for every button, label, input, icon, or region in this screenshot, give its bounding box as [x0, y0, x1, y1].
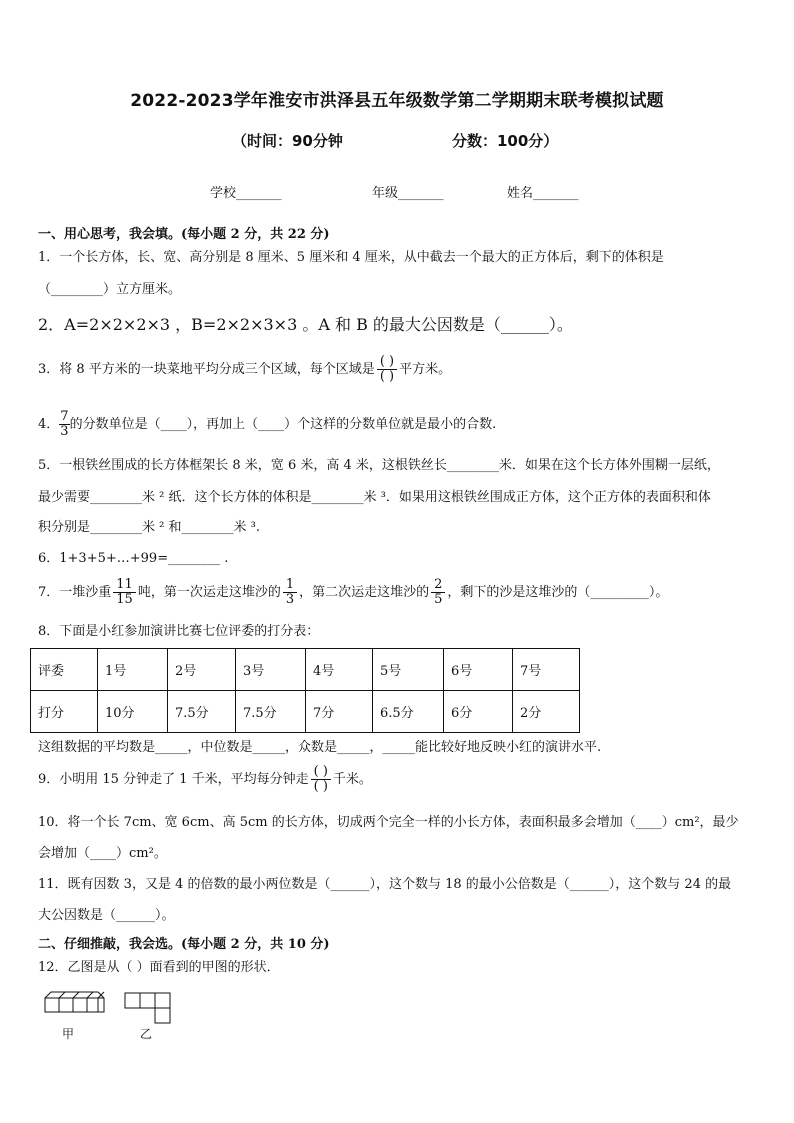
q7-f2-numerator: 1	[283, 578, 297, 593]
figure-b-label: 乙	[140, 1027, 153, 1041]
table-cell: 3号	[236, 649, 306, 691]
q4	[38, 410, 496, 439]
figure-a-cubes	[45, 992, 104, 1012]
q9-fraction	[311, 765, 331, 794]
q3-fraction	[377, 355, 397, 384]
table-cell: 7.5分	[236, 691, 306, 733]
q7-fraction-total	[113, 578, 136, 607]
q4-fraction	[59, 410, 69, 439]
q9-unit: 千米。	[332, 772, 372, 787]
q7-text-mid1: 吨，第一次运走这堆沙的	[137, 585, 281, 600]
table-row	[31, 691, 580, 733]
q9-text: 9．小明用 15 分钟走了 1 千米，平均每分钟走	[38, 772, 309, 787]
table-cell: 2号	[168, 649, 236, 691]
table-cell: 打分	[31, 691, 98, 733]
table-cell: 5号	[373, 649, 444, 691]
table-cell: 1号	[98, 649, 168, 691]
q3-unit: 平方米。	[399, 362, 452, 377]
q7-f3-denominator: 5	[434, 592, 443, 607]
q7-text-mid2: ，第二次运走这堆沙的	[299, 585, 430, 600]
table-cell: 7.5分	[168, 691, 236, 733]
q1-line2: （________）立方厘米。	[38, 282, 182, 297]
section2-title: 二、仔细推敲，我会选。(每小题 2 分，共 10 分)	[38, 937, 330, 952]
q7-text-post: ，剩下的沙是这堆沙的（_________）。	[447, 585, 669, 600]
table-row	[31, 649, 580, 691]
q10-line1: 10．将一个长 7cm、宽 6cm、高 5cm 的长方体，切成两个完全一样的小长方体，表面积最多会增加（____）cm²，最少	[38, 815, 739, 830]
q3-text: 3．将 8 平方米的一块菜地平均分成三个区域，每个区域是	[38, 362, 375, 377]
table-cell: 7分	[306, 691, 373, 733]
q7-f1-numerator: 11	[113, 578, 136, 593]
q5-line1: 5．一根铁丝围成的长方体框架长 8 米，宽 6 米，高 4 米，这根铁丝长________米．如果在这个长方体外围糊一层纸，	[38, 458, 720, 473]
table-cell: 6分	[444, 691, 513, 733]
exam-score: 分数：100分）	[452, 132, 559, 150]
table-cell: 6.5分	[373, 691, 444, 733]
q12: 12．乙图是从（ ）面看到的甲图的形状．	[38, 960, 280, 975]
q11-line2: 大公因数是（______）。	[38, 908, 175, 923]
q3-denominator: ( )	[379, 369, 395, 384]
exam-time: （时间：90分钟	[232, 132, 343, 150]
q1-line1: 1．一个长方体，长、宽、高分别是 8 厘米、5 厘米和 4 厘米，从中截去一个最大的正方体后，剩下的体积是	[38, 250, 664, 265]
table-cell: 评委	[31, 649, 98, 691]
q4-numerator: 7	[60, 409, 69, 424]
q5-line3: 积分别是________米 ² 和________米 ³.	[38, 520, 260, 535]
page-title: 2022-2023学年淮安市洪泽县五年级数学第二学期期末联考模拟试题	[130, 91, 664, 111]
table-cell: 4号	[306, 649, 373, 691]
q7	[38, 578, 668, 607]
q7-text-pre: 7．一堆沙重	[38, 585, 112, 600]
figure-b-squares	[125, 993, 170, 1023]
q7-f2-denominator: 3	[285, 592, 295, 607]
q8-after: 这组数据的平均数是_____，中位数是_____，众数是_____，_____能比较好地反映小红的演讲水平.	[38, 740, 602, 755]
q9	[38, 765, 372, 794]
q6: 6．1+3+5+…+99=________ .	[38, 551, 229, 566]
q7-f3-numerator: 2	[431, 578, 445, 593]
q9-numerator: ( )	[311, 765, 331, 780]
table-cell: 6号	[444, 649, 513, 691]
table-cell: 2分	[513, 691, 580, 733]
table-cell: 7号	[513, 649, 580, 691]
q3	[38, 355, 451, 384]
score-table	[30, 648, 580, 733]
grade-field: 年级_______	[372, 186, 444, 201]
q2: 2．A=2×2×2×3 ，B=2×2×3×3 。A 和 B 的最大公因数是（______）。	[38, 315, 573, 334]
school-field: 学校_______	[210, 186, 282, 201]
q4-number: 4．	[38, 417, 60, 432]
name-field: 姓名_______	[507, 186, 579, 201]
q10-line2: 会增加（____）cm²。	[38, 846, 167, 861]
table-cell: 10分	[98, 691, 168, 733]
figure-a-label: 甲	[62, 1027, 75, 1041]
q7-fraction-first	[283, 578, 297, 607]
q4-denominator: 3	[60, 424, 69, 439]
q11-line1: 11．既有因数 3，又是 4 的倍数的最小两位数是（______），这个数与 18 的最小公倍数是（______），这个数与 24 的最	[38, 877, 732, 892]
q5-line2: 最少需要________米 ² 纸．这个长方体的体积是________米 ³．如果用这根铁丝围成正方体，这个正方体的表面积和体	[38, 490, 711, 505]
q9-denominator: ( )	[313, 779, 328, 794]
q8-intro: 8．下面是小红参加演讲比赛七位评委的打分表：	[38, 624, 320, 639]
section1-title: 一、用心思考，我会填。(每小题 2 分，共 22 分)	[38, 227, 330, 242]
q3-numerator: ( )	[377, 355, 397, 370]
q7-fraction-second	[431, 578, 445, 607]
q4-text: 的分数单位是（____），再加上（____）个这样的分数单位就是最小的合数.	[69, 417, 497, 432]
q7-f1-denominator: 15	[116, 592, 133, 607]
